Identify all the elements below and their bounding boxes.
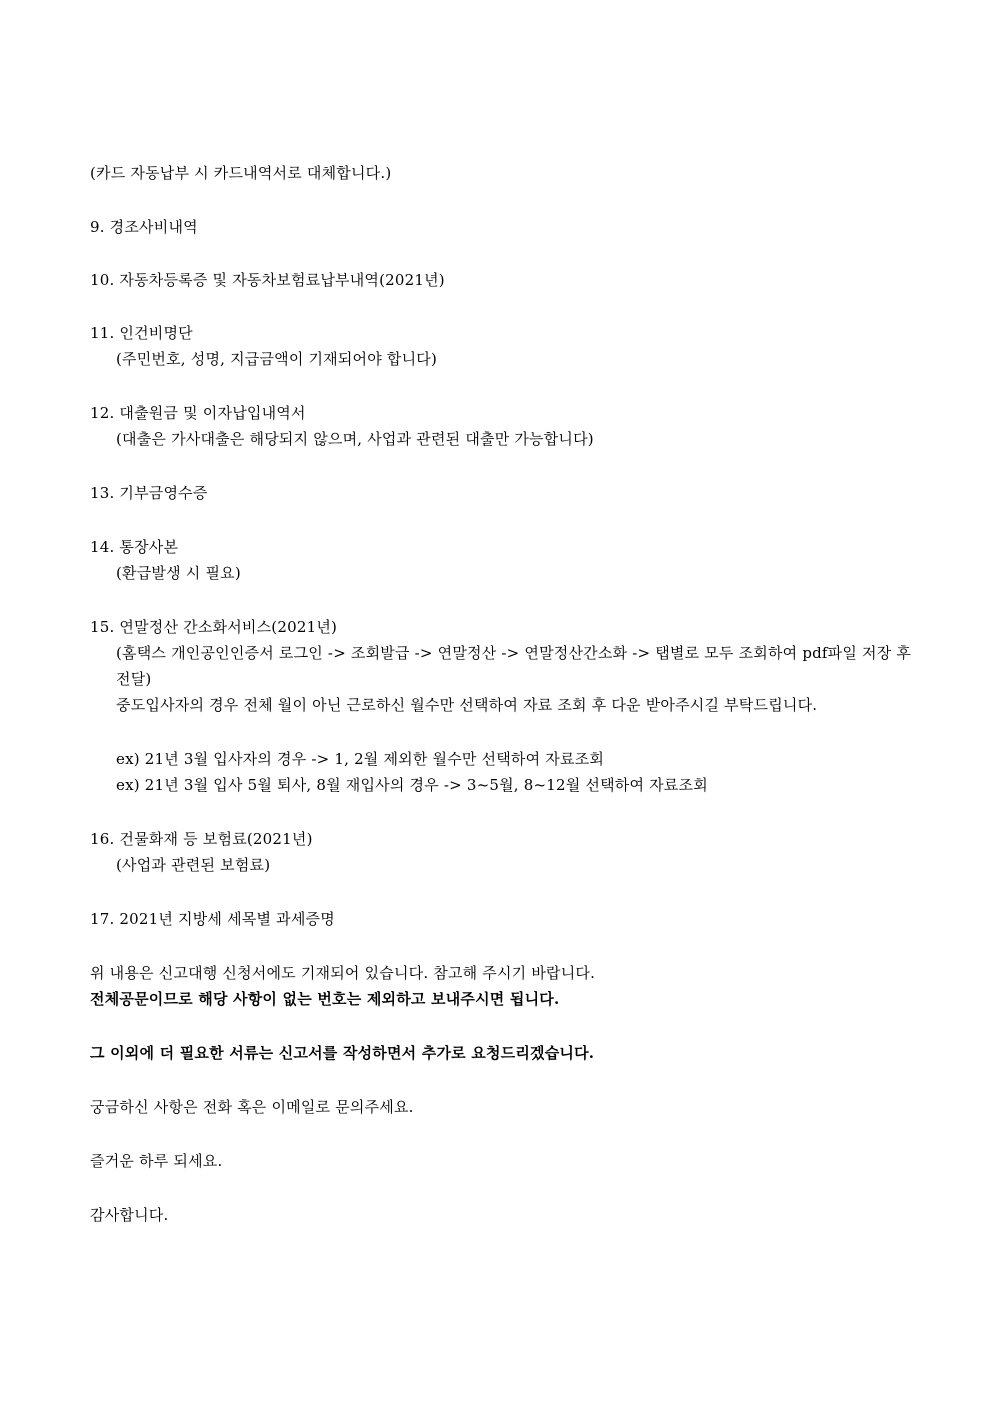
- exclusion-note: 전체공문이므로 해당 사항이 없는 번호는 제외하고 보내주시면 됩니다.: [90, 990, 560, 1008]
- item-12: 12. 대출원금 및 이자납입내역서: [90, 404, 306, 422]
- item-11-note: (주민번호, 성명, 지급금액이 기재되어야 합니다): [116, 350, 438, 368]
- closing: 감사합니다.: [90, 1206, 169, 1224]
- item-13: 13. 기부금영수증: [90, 484, 208, 502]
- item-10: 10. 자동차등록증 및 자동차보험료납부내역(2021년): [90, 271, 445, 289]
- item-15-steps: (홈택스 개인공인인증서 로그인 -> 조회발급 -> 연말정산 -> 연말정산간소화 -> 탭별로 모두 조회하여 pdf파일 저장 후 전달): [116, 644, 912, 688]
- item-14-note: (환급발생 시 필요): [116, 564, 241, 582]
- item-16-note: (사업과 관련된 보험료): [116, 856, 271, 874]
- item-9: 9. 경조사비내역: [90, 218, 198, 236]
- item-17: 17. 2021년 지방세 세목별 과세증명: [90, 910, 335, 928]
- item-15: 15. 연말정산 간소화서비스(2021년): [90, 618, 338, 636]
- item-11: 11. 인건비명단: [90, 324, 193, 342]
- item-15-example-1: ex) 21년 3월 입사자의 경우 -> 1, 2월 제외한 월수만 선택하여 자료조회: [116, 750, 605, 768]
- card-note: (카드 자동납부 시 카드내역서로 대체합니다.): [90, 164, 392, 182]
- item-15-midjoin-note: 중도입사자의 경우 전체 월이 아닌 근로하신 월수만 선택하여 자료 조회 후 다운 받아주시길 부탁드립니다.: [116, 696, 818, 714]
- item-14: 14. 통장사본: [90, 538, 179, 556]
- greeting: 즐거운 하루 되세요.: [90, 1152, 223, 1170]
- item-12-note: (대출은 가사대출은 해당되지 않으며, 사업과 관련된 대출만 가능합니다): [116, 430, 594, 448]
- item-16: 16. 건물화재 등 보험료(2021년): [90, 830, 313, 848]
- additional-request-note: 그 이외에 더 필요한 서류는 신고서를 작성하면서 추가로 요청드리겠습니다.: [90, 1044, 595, 1062]
- contact-note: 궁금하신 사항은 전화 혹은 이메일로 문의주세요.: [90, 1098, 414, 1116]
- item-15-example-2: ex) 21년 3월 입사 5월 퇴사, 8월 재입사의 경우 -> 3~5월, 8~12월 선택하여 자료조회: [116, 776, 708, 794]
- reference-note: 위 내용은 신고대행 신청서에도 기재되어 있습니다. 참고해 주시기 바랍니다.: [90, 964, 596, 982]
